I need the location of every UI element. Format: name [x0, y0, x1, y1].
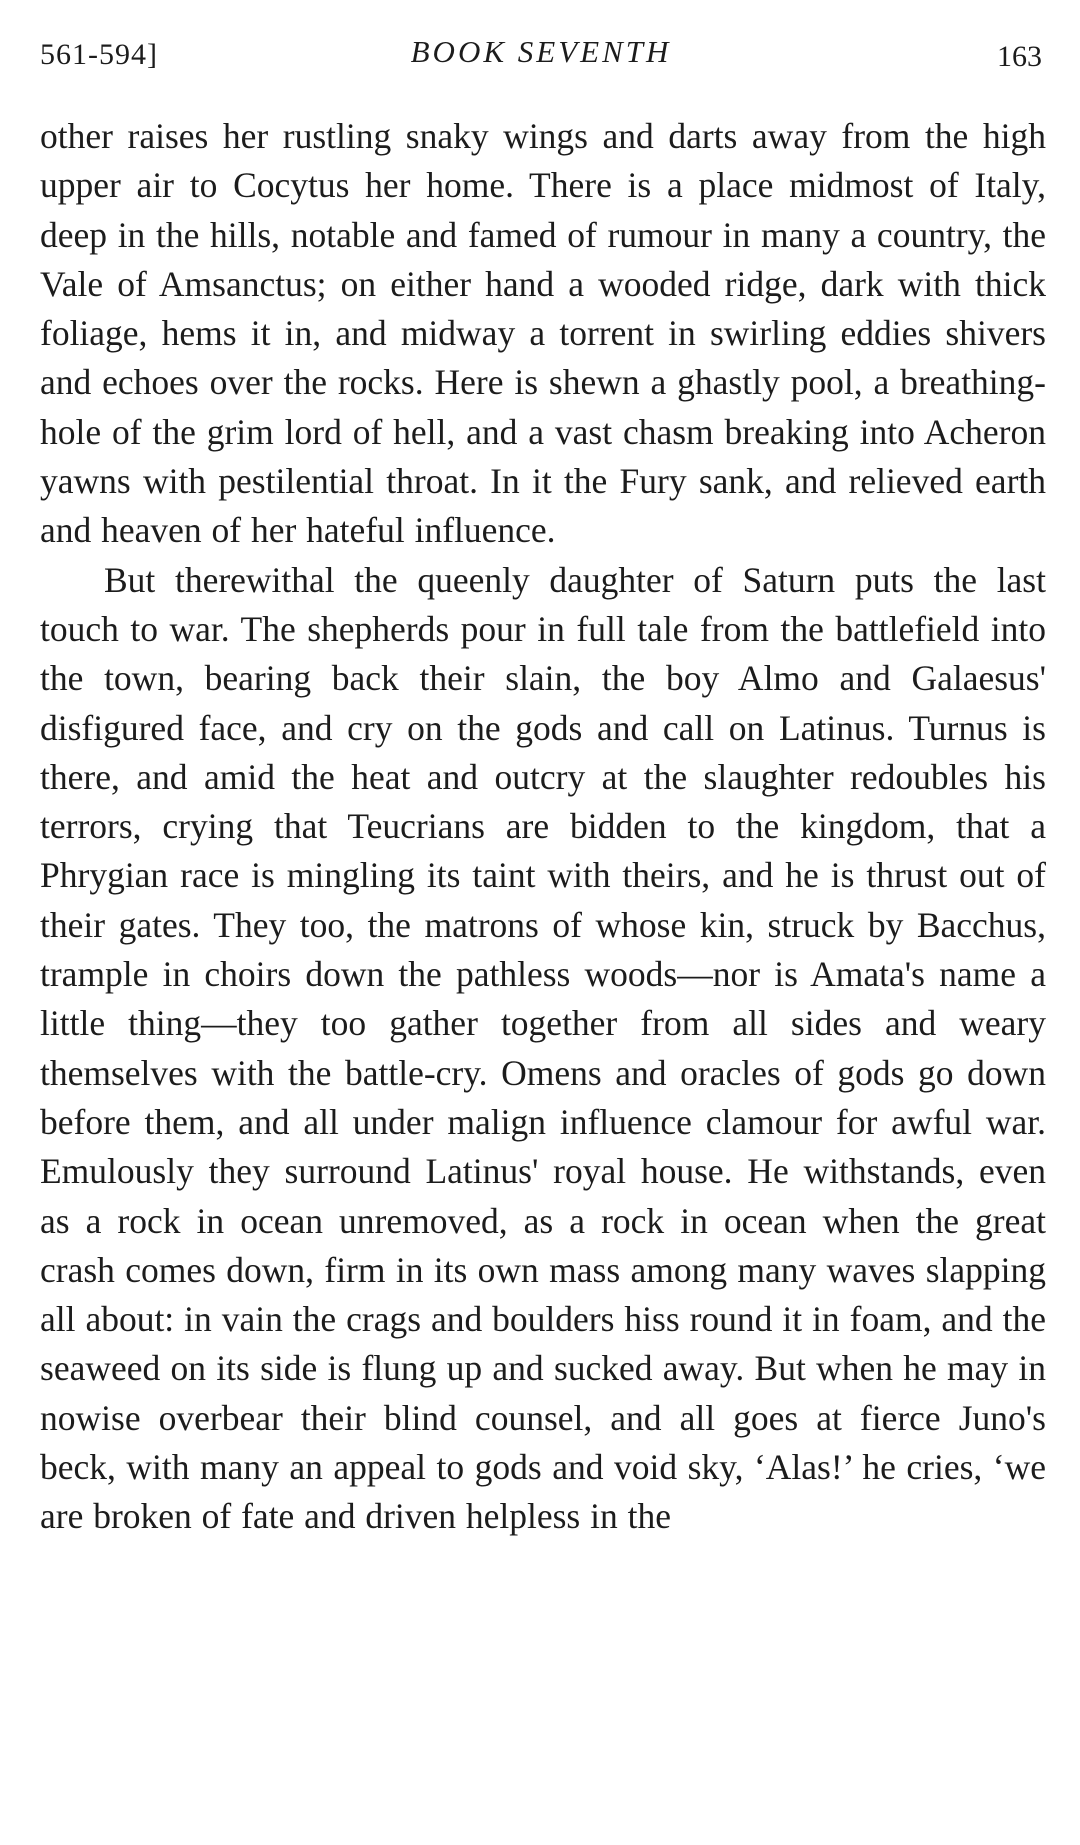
paragraph-1: other raises her rustling snaky wings and darts away from the high upper air to Cocytus her home. There is a place midmost of Italy, deep in the hills, notable and famed of rumour in many a country, the Vale of Amsanctus; on either hand a wooded ridge, dark with thick foliage, hems it in, and midway a torrent in swirling eddies shivers and echoes over the rocks. Here is shewn a ghastly pool, a breathing-hole of the grim lord of hell, and a vast chasm breaking into Acheron yawns with pestilential throat. In it the Fury sank, and relieved earth and heaven of her hateful influence. [40, 116, 1046, 551]
paragraph-2: But therewithal the queenly daughter of Saturn puts the last touch to war. The shepherds pour in full tale from the battlefield into the town, bearing back their slain, the boy Almo and Galaesus' disfigured face, and cry on the gods and call on Latinus. Turnus is there, and amid the heat and outcry at the slaughter redoubles his terrors, crying that Teucrians are bidden to the kingdom, that a Phrygian race is mingling its taint with theirs, and he is thrust out of their gates. They too, the matrons of whose kin, struck by Bacchus, trample in choirs down the pathless woods—nor is Amata's name a little thing—they too gather together from all sides and weary themselves with the battle-cry. Omens and oracles of gods go down before them, and all under malign influence clamour for awful war. Emulously they surround Latinus' royal house. He withstands, even as a rock in ocean unremoved, as a rock in ocean when the great crash comes down, firm in its own mass among many waves slapping all about: in vain the crags and boulders hiss round it in foam, and the seaweed on its side is flung up and sucked away. But when he may in nowise overbear their blind counsel, and all goes at fierce Juno's beck, with many an appeal to gods and void sky, ‘Alas!’ he cries, ‘we are broken of fate and driven helpless in the [40, 559, 1046, 1537]
line-range: 561-594] [40, 38, 158, 71]
page-number: 163 [997, 40, 1042, 73]
running-head [40, 30, 1042, 80]
body-text [40, 112, 1046, 1542]
book-title: BOOK SEVENTH [410, 34, 672, 69]
